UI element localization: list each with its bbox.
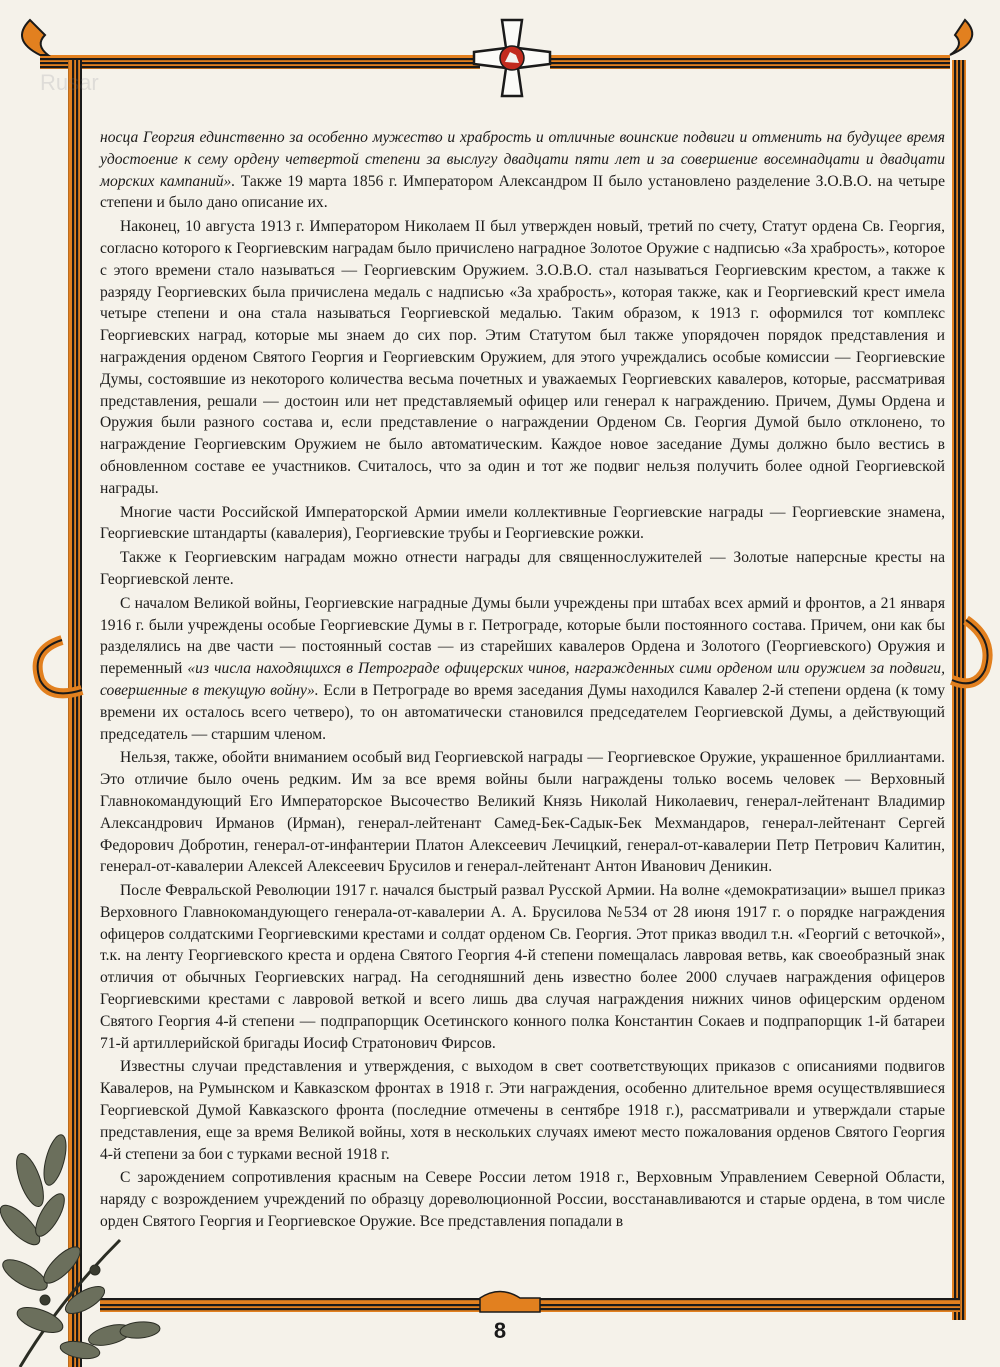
right-ribbon xyxy=(952,60,988,1320)
paragraph-8: Известны случаи представления и утверждения, с выходом в свет соответствующих приказов с описаниями подвигов Кавалеров, на Румынском и Кавказском фронтах в 1918 г. Эти награждения, особенно длительное время осуществлявшиеся Георгиевской Думой Кавказского фронта (последние отмечены в сентябре 1918 г.), рассматривали и утверждали старые представления, еще за время Великой войны, хотя в нескольких случаях имеют место пожалования орденов Святого Георгия 4-й степени за бои с турками весной 1918 г. xyxy=(100,1058,945,1163)
paragraph-7: После Февральской Революции 1917 г. начался быстрый развал Русской Армии. На волне «демократизации» вышел приказ Верховного Главнокомандующего генерала-от-кавалерии А. А. Брусилова №534 от 28 июня 1917 г. о порядке награждения офицеров солдатскими Георгиевскими крестами и солдат орденом Св. Георгия. Этот приказ вводил т.н. «Георгий с веточкой», т.к. на ленту Георгиевского креста и ордена Святого Георгия 4-й степени помещалась лавровая ветвь, как своеобразный знак отличия от обычных Георгиевских наград. На сегодняшний день известно более 2000 случаев награждения офицеров Георгиевскими крестами с лавровой веткой и всего лишь два случая награждения нижних чинов офицерским орденом Святого Георгия 4-й степени — подпрапорщик Осетинского конного полка Константин Сокаев и подпрапорщик 1-й батареи 71-й артиллерийской бригады Иосиф Стратонович Фирсов. xyxy=(100,882,945,1052)
document-body xyxy=(100,127,945,1277)
watermark: Rusar xyxy=(40,70,99,95)
paragraph-6: Нельзя, также, обойти вниманием особый вид Георгиевской награды — Георгиевское Оружие, украшенное бриллиантами. Это отличие было очень редким. Им за все время войны были награждены только восемь человек — Верховный Главнокомандующий Его Императорское Высочество Великий Князь Николай Николаевич, генерал-лейтенант Владимир Александрович Ирманов (Ирман), генерал-лейтенант Самед-Бек-Садык-Бек Мехмандаров, генерал-лейтенант Сергей Федорович Добротин, генерал-от-инфантерии Платон Алексеевич Лечицкий, генерал-от-кавалерии Петр Петрович Калитин, генерал-от-кавалерии Алексей Алексеевич Брусилов и генерал-лейтенант Антон Иванович Деникин. xyxy=(100,749,945,876)
bottom-ribbon xyxy=(100,1292,960,1313)
st-george-cross-icon xyxy=(474,20,550,96)
paragraph-9: С зарождением сопротивления красным на Севере России летом 1918 г., Верховным Управлением Северной Области, наряду с возрождением учреждений по образцу дореволюционной России, восстанавливаются и старые ордена, в том числе орден Святого Георгия и Георгиевское Оружие. Все представления попадали в xyxy=(100,1169,945,1231)
paragraph-2: Наконец, 10 августа 1913 г. Императором Николаем II был утвержден новый, третий по счету, Статут ордена Св. Георгия, согласно которого к Георгиевским наградам было причислено наградное Золотое Оружие с надписью «За храбрость», которое с этого времени стало называться — Георгиевским Оружием. З.О.В.О. стал называться Георгиевским крестом, а также к разряду Георгиевских была причислена медаль с надписью «За храбрость», которая также, как и Георгиевский крест имела четыре степени и она стала называться Георгиевской медалью. Таким образом, к 1913 г. оформился тот комплекс Георгиевских наград, которые мы знаем до сих пор. Этим Статутом был также упорядочен порядок представления и награждения орденом Святого Георгия и Георгиевским Оружием, для этого учреждались особые комиссии — Георгиевские Думы, состоявшие из некоторого количества весьма почетных и уважаемых Георгиевских кавалеров, которые, рассматривая представления, решали — достоин или нет представляемый офицер или генерал к награждению. Причем, Думы Ордена и Оружия были разного состава и, если представление о награждении Орденом Св. Георгия Думой было отклонено, то награждение Георгиевским Оружием не было автоматическим. Каждое новое заседание Думы должно было вестись в обновленном составе ее участников. Считалось, что за один и тот же подвиг нельзя получить более одной Георгиевской награды. xyxy=(100,218,945,497)
paragraph-1: носца Георгия единственно за особенно мужество и храбрость и отличные воинские подвиги и отменить на будущее время удостоение к сему ордену четвертой степени за выслугу двадцати пяти лет и за совершение восемнадцати и двадцати морских кампаний». Также 19 марта 1856 г. Императором Александром II было установлено разделение З.О.В.О. на четыре степени и было дано описание их. xyxy=(100,129,945,212)
page-number: 8 xyxy=(493,1318,507,1343)
paragraph-4: Также к Георгиевским наградам можно отнести награды для священнослужителей — Золотые наперсные кресты на Георгиевской ленте. xyxy=(100,549,945,588)
paragraph-3: Многие части Российской Императорской Армии имели коллективные Георгиевские награды — Георгиевские знамена, Георгиевские штандарты (кавалерия), Георгиевские трубы и Георгиевские рожки. xyxy=(100,503,945,543)
paragraph-5: С началом Великой войны, Георгиевские наградные Думы были учреждены при штабах всех армий и фронтов, а 21 января 1916 г. были учреждены особые Георгиевские Думы в г. Петрограде, которые были постоянного состава. Причем, они как бы разделялись на две части — постоянный состав — из старейших кавалеров Ордена и Золотого (Георгиевского) Оружия и переменный «из числа находящихся в Петрограде офицерских чинов, награжденных сими орденом или оружием за подвиги, совершенные в текущую войну». Если в Петрограде во время заседания Думы находился Кавалер 2-й степени ордена (к тому времени их осталось всего четверо), то он автоматически становился председателем Георгиевской Думы, а действующий председатель — старшим членом. xyxy=(100,594,945,743)
